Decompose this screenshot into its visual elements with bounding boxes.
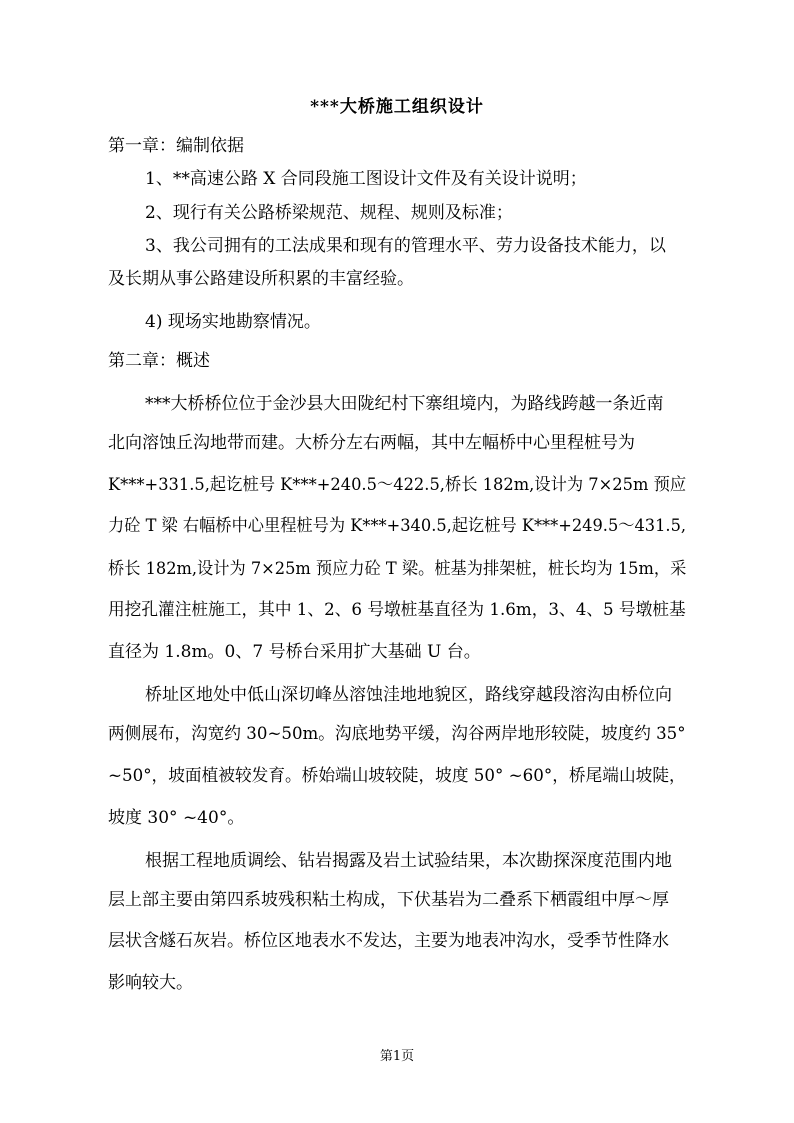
paragraph-1-line: 北向溶蚀丘沟地带而建。大桥分左右两幅，其中左幅桥中心里程桩号为 [108, 433, 635, 453]
paragraph-2-line: 两侧展布，沟宽约 30~50m。沟底地势平缓，沟谷两岸地形较陡，坡度约 35° [108, 724, 686, 744]
document-title: ***大桥施工组织设计 [310, 97, 484, 117]
chapter-1-heading: 第一章：编制依据 [108, 136, 244, 156]
chapter-1-item-4: 4) 现场实地勘察情况。 [145, 312, 321, 332]
chapter-1-item-3-line-2: 及长期从事公路建设所积累的丰富经验。 [108, 269, 414, 289]
paragraph-1-line: K***+331.5,起讫桩号 K***+240.5～422.5,桥长 182m,设计为 7×25m 预应 [108, 475, 687, 495]
chapter-1-item-3-line-1: 3、我公司拥有的工法成果和现有的管理水平、劳力设备技术能力，以 [145, 236, 666, 256]
paragraph-2-line: ~50°，坡面植被较发育。桥始端山坡较陡，坡度 50° ~60°，桥尾端山坡陡， [108, 766, 686, 786]
paragraph-3-line: 根据工程地质调绘、钻岩揭露及岩土试验结果，本次勘探深度范围内地 [145, 851, 672, 871]
paragraph-3-line: 层上部主要由第四系坡残积粘土构成，下伏基岩为二叠系下栖霞组中厚～厚 [108, 890, 669, 910]
paragraph-1-line: ***大桥桥位位于金沙县大田陇纪村下寨组境内，为路线跨越一条近南 [145, 394, 664, 414]
paragraph-1-line: 桥长 182m,设计为 7×25m 预应力砼 T 梁。桩基为排架桩，桩长均为 15m，采 [108, 559, 687, 579]
paragraph-3-line: 层状含燧石灰岩。桥位区地表水不发达，主要为地表冲沟水，受季节性降水 [108, 931, 669, 951]
paragraph-3-line: 影响较大。 [108, 973, 193, 993]
paragraph-2-line: 桥址区地处中低山深切峰丛溶蚀洼地地貌区，路线穿越段溶沟由桥位向 [145, 685, 672, 705]
page-number: 第1页 [379, 1049, 415, 1064]
paragraph-1-line: 力砼 T 梁 右幅桥中心里程桩号为 K***+340.5,起讫桩号 K***+249.5～431.5, [108, 516, 687, 536]
chapter-2-heading: 第二章：概述 [108, 351, 210, 371]
paragraph-1-line: 用挖孔灌注桩施工，其中 1、2、6 号墩桩基直径为 1.6m，3、4、5 号墩桩基 [108, 600, 686, 620]
paragraph-2-line: 坡度 30° ~40°。 [108, 808, 245, 828]
chapter-1-item-2: 2、现行有关公路桥梁规范、规程、规则及标准； [145, 203, 513, 223]
chapter-1-item-1: 1、**高速公路 X 合同段施工图设计文件及有关设计说明； [145, 169, 587, 189]
paragraph-1-line: 直径为 1.8m。0、7 号桥台采用扩大基础 U 台。 [108, 642, 481, 662]
